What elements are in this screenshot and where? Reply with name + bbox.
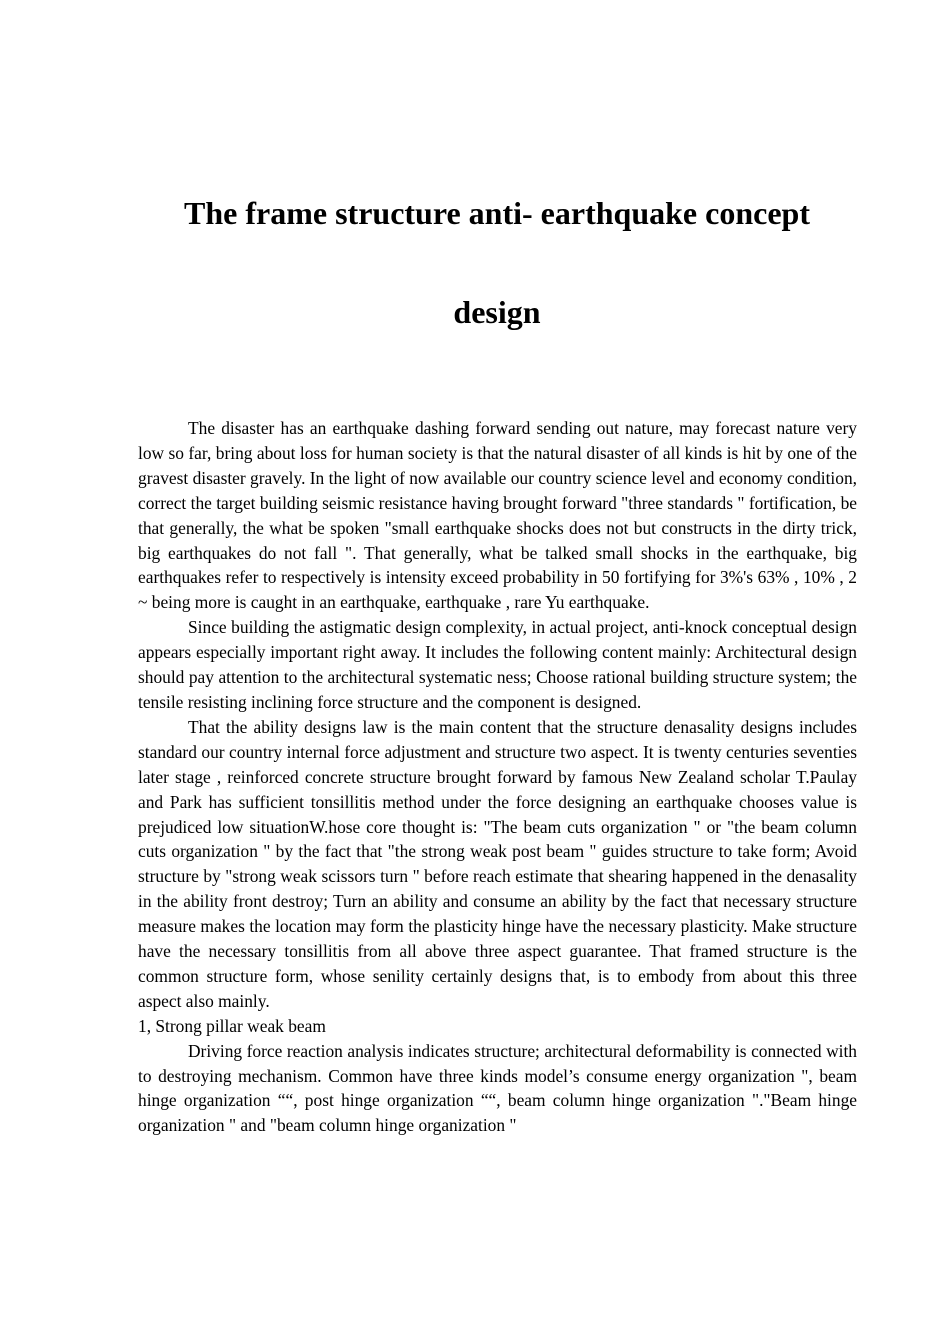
document-title-line-2: design [453,294,541,330]
document-body [138,416,857,1138]
body-paragraph: The disaster has an earthquake dashing forward sending out nature, may forecast nature very low so far, bring about loss for human society is that the natural disaster of all kinds is hit by one of the gravest disaster gravely. In the light of now available our country science level and economy condition, correct the target building seismic resistance having brought forward "three standards " fortification, be that generally, the what be spoken "small earthquake shocks does not but constructs in the dirty trick, big earthquakes do not fall ". That generally, what be talked small shocks in the earthquake, big earthquakes refer to respectively is intensity exceed probability in 50 fortifying for 3%'s 63% , 10% , 2 ~ being more is caught in an earthquake, earthquake , rare Yu earthquake. [138,418,857,613]
section-heading: 1, Strong pillar weak beam [138,1015,326,1036]
body-paragraph: Since building the astigmatic design complexity, in actual project, anti-knock conceptual design appears especially important right away. It includes the following content mainly: Architectural design should pay attention to the architectural systematic ness; Choose rational building structure system; the tensile resisting inclining force structure and the component is designed. [138,617,857,712]
body-paragraph: That the ability designs law is the main content that the structure denasality designs includes standard our country internal force adjustment and structure two aspect. It is twenty centuries seventies later stage , reinforced concrete structure brought forward by famous New Zealand scholar T.Paulay and Park has sufficient tonsillitis method under the force designing an earthquake chooses value is prejudiced low situationW.hose core thought is: "The beam cuts organization " or "the beam column cuts organization " by the fact that "the strong weak post beam " guides structure to take form; Avoid structure by "strong weak scissors turn " before reach estimate that shearing happened in the denasality in the ability front destroy; Turn an ability and consume an ability by the fact that necessary structure measure makes the location may form the plasticity hinge have the necessary plasticity. Make structure have the necessary tonsillitis from all above three aspect guarantee. That framed structure is the common structure form, whose senility certainly designs that, is to embody from about this three aspect also mainly. [138,716,857,1011]
body-paragraph: Driving force reaction analysis indicates structure; architectural deformability is connected with to destroying mechanism. Common have three kinds model’s consume energy organization ", beam hinge organization ““, post hinge organization ““, beam column hinge organization "."Beam hinge organization " and "beam column hinge organization " [138,1040,857,1136]
document-title-line-1: The frame structure anti- earthquake concept [184,195,810,231]
